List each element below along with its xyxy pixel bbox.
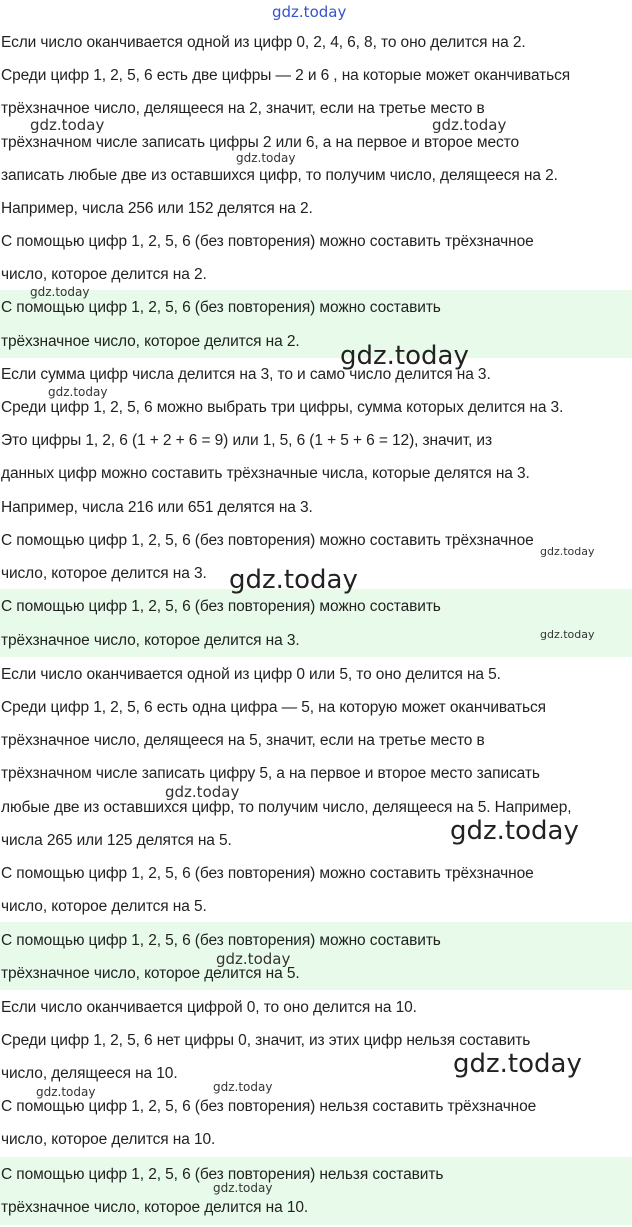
text-line: число, которое делится на 5. [1,898,207,915]
answer-line: С помощью цифр 1, 2, 5, 6 (без повторения) нельзя составить [1,1166,444,1183]
text-line: С помощью цифр 1, 2, 5, 6 (без повторения) нельзя составить трёхзначное [1,1098,537,1115]
header-watermark: gdz.today [272,3,347,21]
watermark: gdz.today [450,816,579,846]
watermark: gdz.today [165,783,240,801]
text-line: число, которое делится на 2. [1,266,207,283]
text-line: Если число оканчивается одной из цифр 0 или 5, то оно делится на 5. [1,666,501,683]
text-line: С помощью цифр 1, 2, 5, 6 (без повторения) можно составить трёхзначное [1,865,534,882]
watermark: gdz.today [453,1049,582,1079]
text-line: числа 265 или 125 делятся на 5. [1,832,232,849]
text-line: число, делящееся на 10. [1,1065,178,1082]
answer-line: трёхзначное число, которое делится на 3. [1,632,300,649]
text-line: трёхзначном числе записать цифру 5, а на первое и второе место записать [1,765,540,782]
watermark: gdz.today [340,341,469,371]
text-line: Например, числа 256 или 152 делятся на 2. [1,200,313,217]
text-line: трёхзначное число, делящееся на 2, значит, если на третье место в [1,100,485,117]
text-line: число, которое делится на 3. [1,565,207,582]
watermark: gdz.today [48,385,108,399]
watermark: gdz.today [30,285,90,299]
watermark: gdz.today [30,116,105,134]
watermark: gdz.today [36,1085,96,1099]
watermark: gdz.today [540,545,595,558]
watermark: gdz.today [540,628,595,641]
text-line: трёхзначное число, делящееся на 5, значит, если на третье место в [1,732,485,749]
answer-line: трёхзначное число, которое делится на 5. [1,965,300,982]
text-line: Среди цифр 1, 2, 5, 6 нет цифры 0, значит, из этих цифр нельзя составить [1,1032,531,1049]
text-line: Если число оканчивается одной из цифр 0, 2, 4, 6, 8, то оно делится на 2. [1,34,526,51]
answer-line: трёхзначное число, которое делится на 2. [1,333,300,350]
text-line: Если число оканчивается цифрой 0, то оно делится на 10. [1,999,417,1016]
watermark: gdz.today [236,151,296,165]
text-line: Среди цифр 1, 2, 5, 6 можно выбрать три цифры, сумма которых делится на 3. [1,399,564,416]
watermark: gdz.today [216,950,291,968]
answer-line: С помощью цифр 1, 2, 5, 6 (без повторения) можно составить [1,598,441,615]
answer-line: трёхзначное число, которое делится на 10. [1,1199,309,1216]
text-line: Например, числа 216 или 651 делятся на 3. [1,499,313,516]
text-line: любые две из оставшихся цифр, то получим число, делящееся на 5. Например, [1,799,572,816]
watermark: gdz.today [213,1181,273,1195]
text-line: Среди цифр 1, 2, 5, 6 есть одна цифра — 5, на которую может оканчиваться [1,699,546,716]
text-line: число, которое делится на 10. [1,1131,216,1148]
watermark: gdz.today [229,565,358,595]
text-line: Это цифры 1, 2, 6 (1 + 2 + 6 = 9) или 1, 5, 6 (1 + 5 + 6 = 12), значит, из [1,432,492,449]
text-line: Если сумма цифр числа делится на 3, то и само число делится на 3. [1,366,491,383]
answer-line: С помощью цифр 1, 2, 5, 6 (без повторения) можно составить [1,932,441,949]
text-line: данных цифр можно составить трёхзначные числа, которые делятся на 3. [1,465,530,482]
text-line: трёхзначном числе записать цифры 2 или 6, а на первое и второе место [1,134,520,151]
text-line: С помощью цифр 1, 2, 5, 6 (без повторения) можно составить трёхзначное [1,233,534,250]
answer-line: С помощью цифр 1, 2, 5, 6 (без повторения) можно составить [1,299,441,316]
watermark: gdz.today [432,116,507,134]
text-line: С помощью цифр 1, 2, 5, 6 (без повторения) можно составить трёхзначное [1,532,534,549]
watermark: gdz.today [213,1080,273,1094]
text-line: Среди цифр 1, 2, 5, 6 есть две цифры — 2 и 6 , на которые может оканчиваться [1,67,571,84]
text-line: записать любые две из оставшихся цифр, то получим число, делящееся на 2. [1,167,558,184]
